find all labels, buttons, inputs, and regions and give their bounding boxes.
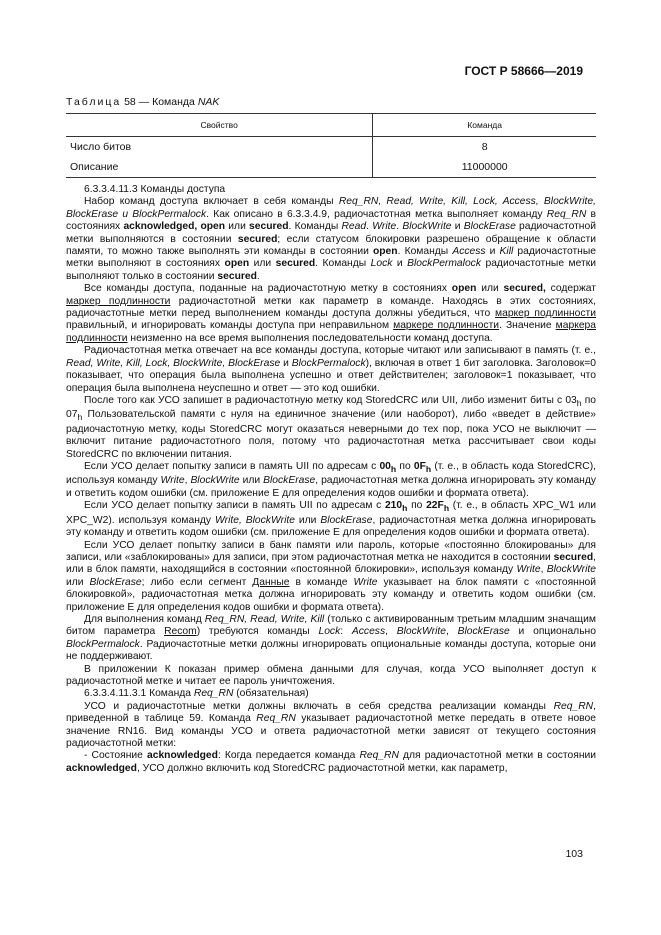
paragraph: Все команды доступа, поданные на радиочастотную метку в состояниях open или secured, содержат маркер подлинности радиочастотной метки как параметр в команде. Находясь в этих состояниях, радиочастотные метки перед выполнением команды доступа должны убедиться, что маркер подлинности правильный, и игнорировать команды доступа при неправильном маркере подлинности. Значение маркера подлинности неизменно на все время выполнения последовательности команд доступа.	[66, 283, 597, 344]
paragraph: - Состояние acknowledged: Когда передается команда Req_RN для радиочастотной метки в состоянии acknowledged, УСО должно включить код StoredCRC радиочастотной метки, как параметр,	[66, 750, 597, 774]
table-row	[66, 137, 596, 158]
table-cell: 8	[481, 141, 488, 153]
section-heading: 6.3.3.4.11.3.1 Команда Req_RN (обязательная)	[84, 688, 309, 700]
standard-header: ГОСТ Р 58666—2019	[464, 64, 583, 78]
table-caption-prefix: Таблица	[66, 96, 122, 108]
table-cell: Описание	[66, 157, 373, 178]
paragraph: Если УСО делает попытку записи в память UII по адресам с $210_h$ по $22F_h$ (т. е., в область XPC_W1 или XPC_W2). используя команду Write, BlockWrite или BlockErase, радиочастотная метка должна игнорировать эту команду и ответить кодом ошибки (см. приложение Е для определения кодов ошибки и формата ответа).	[66, 500, 596, 539]
paragraph: Для выполнения команд Req_RN, Read, Write, Kill (только с активированным третьим младшим значащим битом параметра Recom) требуются команды Lock: Access, BlockWrite, BlockErase и опционально BlockPermalock. Радиочастотные метки должны игнорировать опциональные команды доступа, которые они не поддерживают.	[66, 614, 596, 663]
page-number: 103	[565, 848, 583, 860]
paragraph: После того как УСО запишет в радиочастотную метку код StoredCRC или UII, либо изменит биты с $03_h$ по $07_h$ Пользовательской памяти с нуля на единичное значение (или наоборот), либо «введет в действие» радиочастотную метку, коды StoredCRC могут оказаться неверными до тех пор, пока УСО не выключит — включит питание радиочастотного поля, потому что радиочастотная метка рассчитывает свои коды StoredCRC по включении питания.	[66, 394, 596, 460]
column-header-property: Свойство	[66, 114, 373, 137]
paragraph: УСО и радиочастотные метки должны включать в себя средства реализации команды Req_RN, приведенной в таблице 59. Команда Req_RN указывает радиочастотной метке передать в ответе новое значение RN16. Вид команды УСО и ответа радиочастотной метки зависят от текущего состояния радиочастотной метки:	[66, 700, 596, 750]
nak-command-table	[66, 113, 596, 178]
table-caption-command: NAK	[197, 96, 220, 108]
table-row	[66, 157, 596, 178]
paragraph: Радиочастотная метка отвечает на все команды доступа, которые читают или записывают в память (т. е., Read, Write, Kill, Lock, BlockWrite, BlockErase и BlockPermalock), включая в ответ 1 бит заголовка. Заголовок=0 показывает, что операция была выполнена успешно и ответ действителен; заголовок=1 показывает, что операция была выполнена неуспешно и ответ — это код ошибки.	[66, 345, 596, 394]
section-heading: 6.3.3.4.11.3 Команды доступа	[84, 184, 226, 195]
table-cell: 11000000	[373, 157, 596, 178]
table-caption	[66, 96, 219, 108]
table-caption-text: 58 — Команда	[121, 96, 198, 108]
paragraph: Если УСО делает попытку записи в память UII по адресам с $00_h$ по $0F_h$ (т. е., в область кода StoredCRC), используя команду Write, BlockWrite или BlockErase, радиочастотная метка должна игнорировать эту команду и ответить кодом ошибки (см. приложение Е для определения кодов ошибки и формата ответа).	[66, 461, 597, 499]
column-header-command: Команда	[373, 114, 596, 137]
body-text	[66, 184, 596, 775]
table-cell: Число битов	[66, 137, 373, 158]
paragraph: В приложении К показан пример обмена данными для случая, когда УСО выполняет доступ к радиочастотной метке и читает ее пароль уничтожения.	[66, 663, 596, 688]
paragraph: Если УСО делает попытку записи в банк памяти или пароль, которые «постоянно блокированы» для записи, или «заблокированы» для записи, при этом радиочастотная метка не находится в состоянии secured, или в блок памяти, находящийся в состоянии «постоянной блокировки», используя команду Write, BlockWrite или BlockErase; либо если сегмент Данные в команде Write указывает на блок памяти с «постоянной блокировкой», радиочастотная метка должна игнорировать эту команду и ответить кодом ошибки (см. приложение Е для определения кодов ошибки и формата ответа).	[66, 539, 596, 613]
paragraph: Набор команд доступа включает в себя команды Req_RN, Read, Write, Kill, Lock, Access, BlockWrite, BlockErase и BlockPermalock. Как описано в 6.3.3.4.9, радиочастотная метка выполняет команду Req_RN в состояниях acknowledged, open или secured. Команды Read. Write. BlockWrite и BlockErase радиочастотной метки выполняются в состоянии secured; если статусом блокировки разрешено обращение к области памяти, то можно также выполнять эти команды в состоянии open. Команды Access и Kill радиочастотные метки выполняют в состояниях open или secured. Команды Lock и BlockPermalock радиочастотные метки выполняют только в состоянии secured.	[66, 196, 596, 282]
